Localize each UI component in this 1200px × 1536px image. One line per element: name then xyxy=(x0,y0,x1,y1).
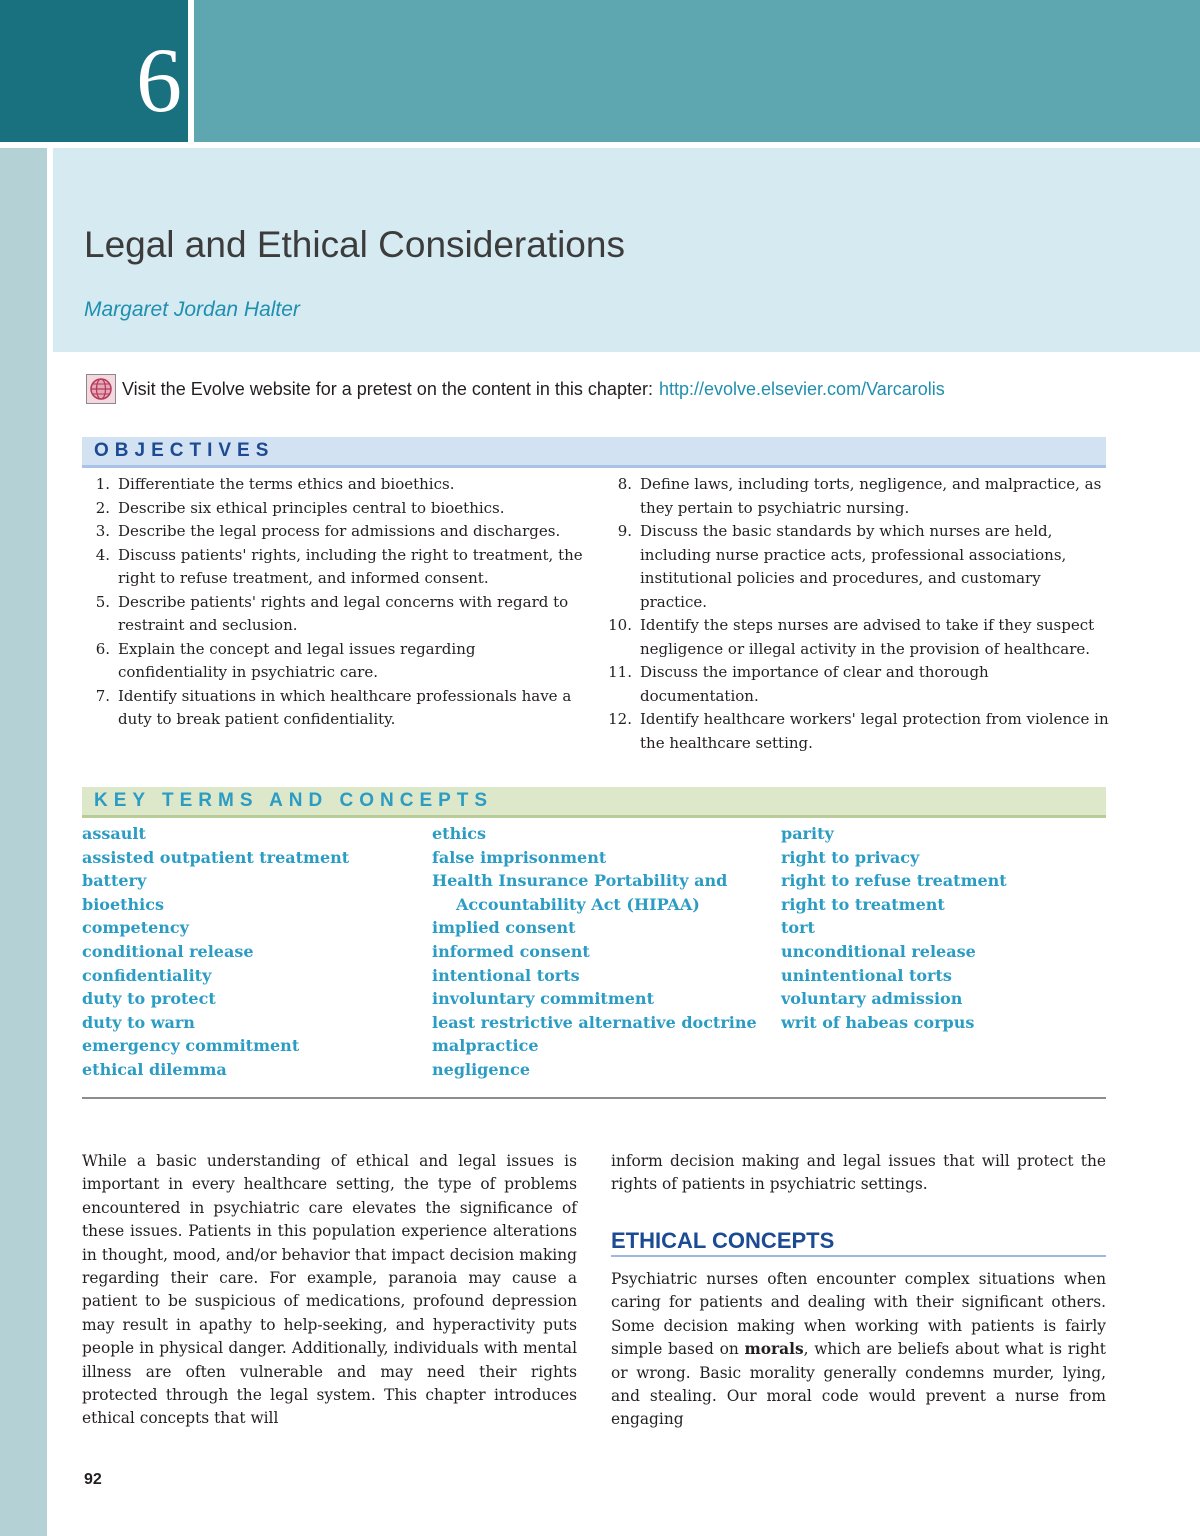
objective-item xyxy=(606,473,1111,520)
ethical-concepts-rule xyxy=(611,1255,1106,1257)
header-band xyxy=(194,0,1200,142)
key-term: duty to protect xyxy=(82,989,216,1009)
key-terms-column-3 xyxy=(781,822,1101,1034)
objective-number: 3. xyxy=(95,522,110,540)
key-term: implied consent xyxy=(432,918,576,938)
objective-text: Differentiate the terms ethics and bioethics. xyxy=(118,475,455,493)
key-term: assault xyxy=(82,824,146,843)
ethical-concepts-paragraph xyxy=(611,1268,1106,1432)
globe-icon xyxy=(86,374,116,404)
objective-item xyxy=(84,544,584,591)
key-term: unintentional torts xyxy=(781,965,952,985)
objective-item xyxy=(606,661,1111,708)
author-name: Margaret Jordan Halter xyxy=(84,298,300,321)
objective-text: Describe the legal process for admissions and discharges. xyxy=(118,522,561,540)
evolve-link[interactable]: http://evolve.elsevier.com/Varcarolis xyxy=(658,378,945,399)
intro-paragraph-left: While a basic understanding of ethical and legal issues is important in every healthcare setting, the type of problems encountered in psychiatric care elevates the significance of these issues. Patients in this population experience alterations in thought, mood, and/or behavior that impact decision making regarding their care. For example, paranoia may cause a patient to be suspicious of medications, profound depression may result in apathy to help-seeking, and hyperactivity puts people in physical danger. Additionally, individuals with mental illness are often vulnerable and may need their rights protected through the legal system. This chapter introduces ethical concepts that will xyxy=(82,1152,577,1428)
key-term: unconditional release xyxy=(781,941,976,961)
evolve-text: Visit the Evolve website for a pretest on the content in this chapter: xyxy=(122,378,653,399)
objective-number: 4. xyxy=(95,545,110,564)
objective-text: Discuss the importance of clear and thorough documentation. xyxy=(640,663,989,705)
key-term: duty to warn xyxy=(82,1012,195,1032)
key-term: right to refuse treatment xyxy=(781,871,1007,891)
objective-text: Identify healthcare workers' legal protection from violence in the healthcare setting. xyxy=(640,710,1109,752)
key-term: informed consent xyxy=(432,941,590,961)
page-number: 92 xyxy=(84,1471,102,1488)
key-term: conditional release xyxy=(82,941,254,961)
key-term: battery xyxy=(82,871,147,891)
objective-number: 1. xyxy=(95,475,110,493)
objective-number: 11. xyxy=(608,663,632,681)
key-term: malpractice xyxy=(432,1036,539,1056)
objective-text: Discuss patients' rights, including the right to treatment, the right to refuse treatment, and informed consent. xyxy=(118,545,583,587)
objective-number: 7. xyxy=(95,686,110,705)
key-term: intentional torts xyxy=(432,965,580,985)
key-term: ethics xyxy=(432,824,487,843)
objective-item xyxy=(84,591,584,638)
key-term: Accountability Act (HIPAA) xyxy=(456,894,700,914)
key-term: least restrictive alternative doctrine xyxy=(432,1012,757,1032)
objective-text: Identify situations in which healthcare professionals have a duty to break patient confidentiality. xyxy=(118,686,572,728)
objective-number: 5. xyxy=(95,592,110,611)
key-term: parity xyxy=(781,824,834,843)
chapter-number-block xyxy=(0,0,188,142)
objective-item xyxy=(84,497,584,521)
key-term: tort xyxy=(781,918,815,938)
key-terms-column-1 xyxy=(82,822,422,1082)
objective-number: 8. xyxy=(617,475,632,493)
objective-text: Describe six ethical principles central to bioethics. xyxy=(118,498,505,517)
key-term: involuntary commitment xyxy=(432,989,654,1009)
objective-item xyxy=(606,520,1111,614)
objective-text: Identify the steps nurses are advised to take if they suspect negligence or illegal activity in the provision of healthcare. xyxy=(640,616,1095,658)
objective-item xyxy=(606,614,1111,661)
objectives-list-right xyxy=(606,473,1111,755)
key-term: bioethics xyxy=(82,894,164,914)
paragraph-text: Psychiatric nurses often encounter complex situations when caring for patients and dealing with their significant others. Some decision making when working with patients is fairly simple based on xyxy=(611,1270,1106,1359)
objective-number: 2. xyxy=(95,498,110,517)
objective-item xyxy=(84,473,584,497)
key-term: Health Insurance Portability and xyxy=(432,871,728,891)
objective-item xyxy=(84,685,584,732)
objective-item xyxy=(84,638,584,685)
key-term: voluntary admission xyxy=(781,989,963,1009)
objective-text: Define laws, including torts, negligence, and malpractice, as they pertain to psychiatric nursing. xyxy=(640,475,1102,517)
key-term: ethical dilemma xyxy=(82,1059,227,1079)
chapter-title: Legal and Ethical Considerations xyxy=(84,224,625,265)
key-term: confidentiality xyxy=(82,965,212,985)
key-term: emergency commitment xyxy=(82,1036,300,1056)
objective-item xyxy=(84,520,584,544)
objective-text: Describe patients' rights and legal concerns with regard to restraint and seclusion. xyxy=(118,592,569,634)
side-margin-band xyxy=(0,148,47,1536)
objective-text: Discuss the basic standards by which nurses are held, including nurse practice acts, professional associations, institutional policies and procedures, and customary practice. xyxy=(640,522,1067,611)
objective-number: 9. xyxy=(617,522,632,540)
key-term: competency xyxy=(82,918,189,938)
objective-text: Explain the concept and legal issues regarding confidentiality in psychiatric care. xyxy=(118,639,476,681)
key-term: right to privacy xyxy=(781,847,920,867)
objective-item xyxy=(606,708,1111,755)
objectives-list-left xyxy=(84,473,584,732)
key-terms-heading: KEY TERMS AND CONCEPTS xyxy=(82,787,1106,818)
key-term: false imprisonment xyxy=(432,847,607,867)
key-terms-divider xyxy=(82,1097,1106,1099)
objective-number: 12. xyxy=(608,710,632,728)
chapter-number: 6 xyxy=(136,29,182,131)
paragraph-text: , which are beliefs about what is right or wrong. Basic morality generally condemns murder, lying, and stealing. Our moral code would prevent a nurse from engaging xyxy=(611,1340,1106,1429)
objective-number: 10. xyxy=(608,616,632,634)
key-term: negligence xyxy=(432,1059,531,1079)
ethical-concepts-heading: ETHICAL CONCEPTS xyxy=(611,1228,835,1253)
key-term: right to treatment xyxy=(781,894,945,914)
key-term: assisted outpatient treatment xyxy=(82,847,350,867)
objective-number: 6. xyxy=(95,639,110,658)
objectives-heading: OBJECTIVES xyxy=(82,437,1106,468)
key-term: writ of habeas corpus xyxy=(781,1012,975,1032)
evolve-notice xyxy=(86,374,1176,404)
key-terms-column-2 xyxy=(432,822,772,1082)
intro-paragraph-right: inform decision making and legal issues that will protect the rights of patients in psychiatric settings. xyxy=(611,1152,1106,1194)
term-morals: morals xyxy=(744,1340,804,1359)
